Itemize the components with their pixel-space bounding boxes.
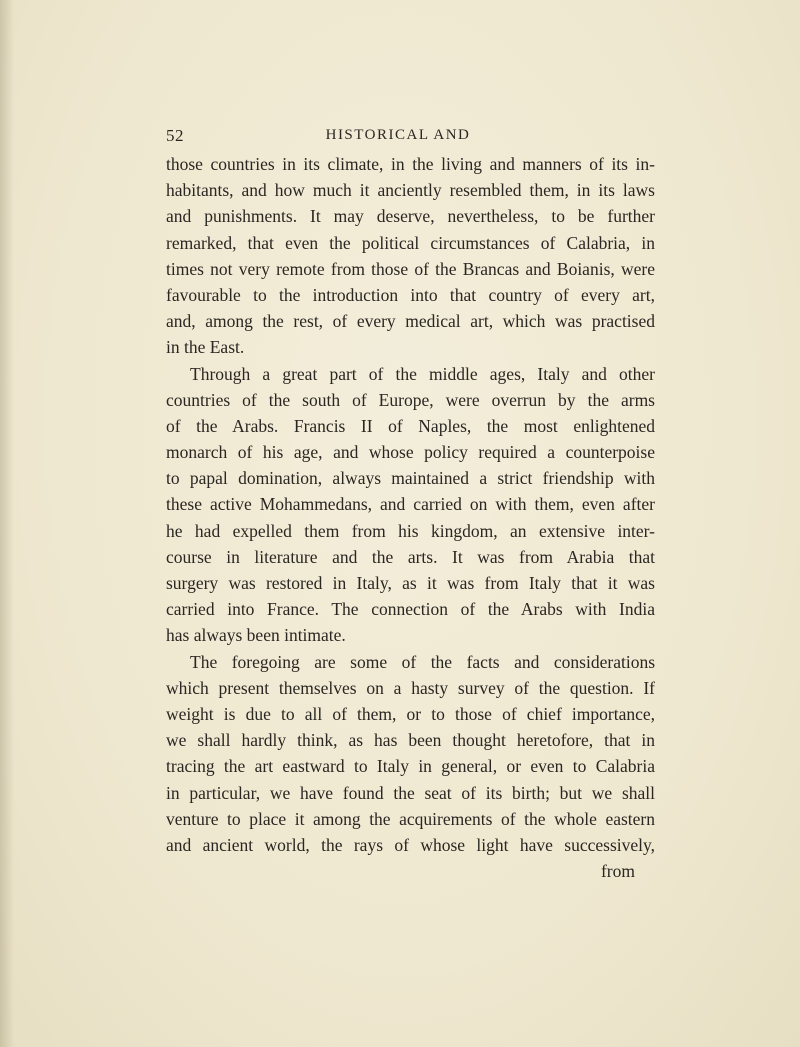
running-head: HISTORICAL AND	[325, 127, 471, 143]
text-line: these active Mohammedans, and carried on with them, even after	[166, 494, 655, 515]
body-text	[166, 151, 655, 884]
text-line: course in literature and the arts. It was from Arabia that	[166, 546, 655, 567]
text-line: of the Arabs. Francis II of Naples, the most enlightened	[166, 415, 655, 436]
text-line: venture to place it among the acquirements of the whole eastern	[166, 808, 655, 829]
page-number: 52	[166, 126, 184, 145]
text-line: and punishments. It may deserve, nevertheless, to be further	[166, 206, 655, 227]
text-line: he had expelled them from his kingdom, an extensive inter-	[166, 520, 655, 541]
text-line: surgery was restored in Italy, as it was from Italy that it was	[166, 573, 655, 593]
text-line: monarch of his age, and whose policy required a counterpoise	[166, 442, 655, 463]
text-line: Through a great part of the middle ages, Italy and other	[190, 363, 655, 384]
text-line: weight is due to all of them, or to those of chief importance,	[166, 703, 655, 724]
text-line: those countries in its climate, in the living and manners of its in-	[166, 154, 655, 174]
page-header	[166, 126, 630, 150]
text-line: favourable to the introduction into that country of every art,	[166, 284, 655, 305]
text-line: The foregoing are some of the facts and considerations	[190, 651, 655, 672]
text-line: in the East.	[166, 337, 245, 358]
text-line: and, among the rest, of every medical art, which was practised	[166, 311, 655, 332]
text-line: countries of the south of Europe, were overrun by the arms	[166, 389, 655, 410]
text-line: habitants, and how much it anciently resembled them, in its laws	[166, 180, 655, 201]
page-gutter-shadow	[0, 0, 14, 1047]
text-line: which present themselves on a hasty survey of the question. If	[166, 677, 655, 698]
text-line: tracing the art eastward to Italy in general, or even to Calabria	[166, 756, 655, 777]
text-line: we shall hardly think, as has been thought heretofore, that in	[166, 730, 655, 751]
catchword: from	[600, 861, 635, 882]
text-line: remarked, that even the political circumstances of Calabria, in	[166, 232, 655, 253]
text-line: and ancient world, the rays of whose light have successively,	[166, 834, 655, 855]
text-line: in particular, we have found the seat of its birth; but we shall	[166, 782, 655, 803]
text-line: carried into France. The connection of the Arabs with India	[166, 599, 655, 620]
text-line: to papal domination, always maintained a strict friendship with	[166, 468, 655, 489]
text-line: times not very remote from those of the Brancas and Boianis, were	[166, 258, 655, 279]
text-line: has always been intimate.	[166, 625, 346, 646]
